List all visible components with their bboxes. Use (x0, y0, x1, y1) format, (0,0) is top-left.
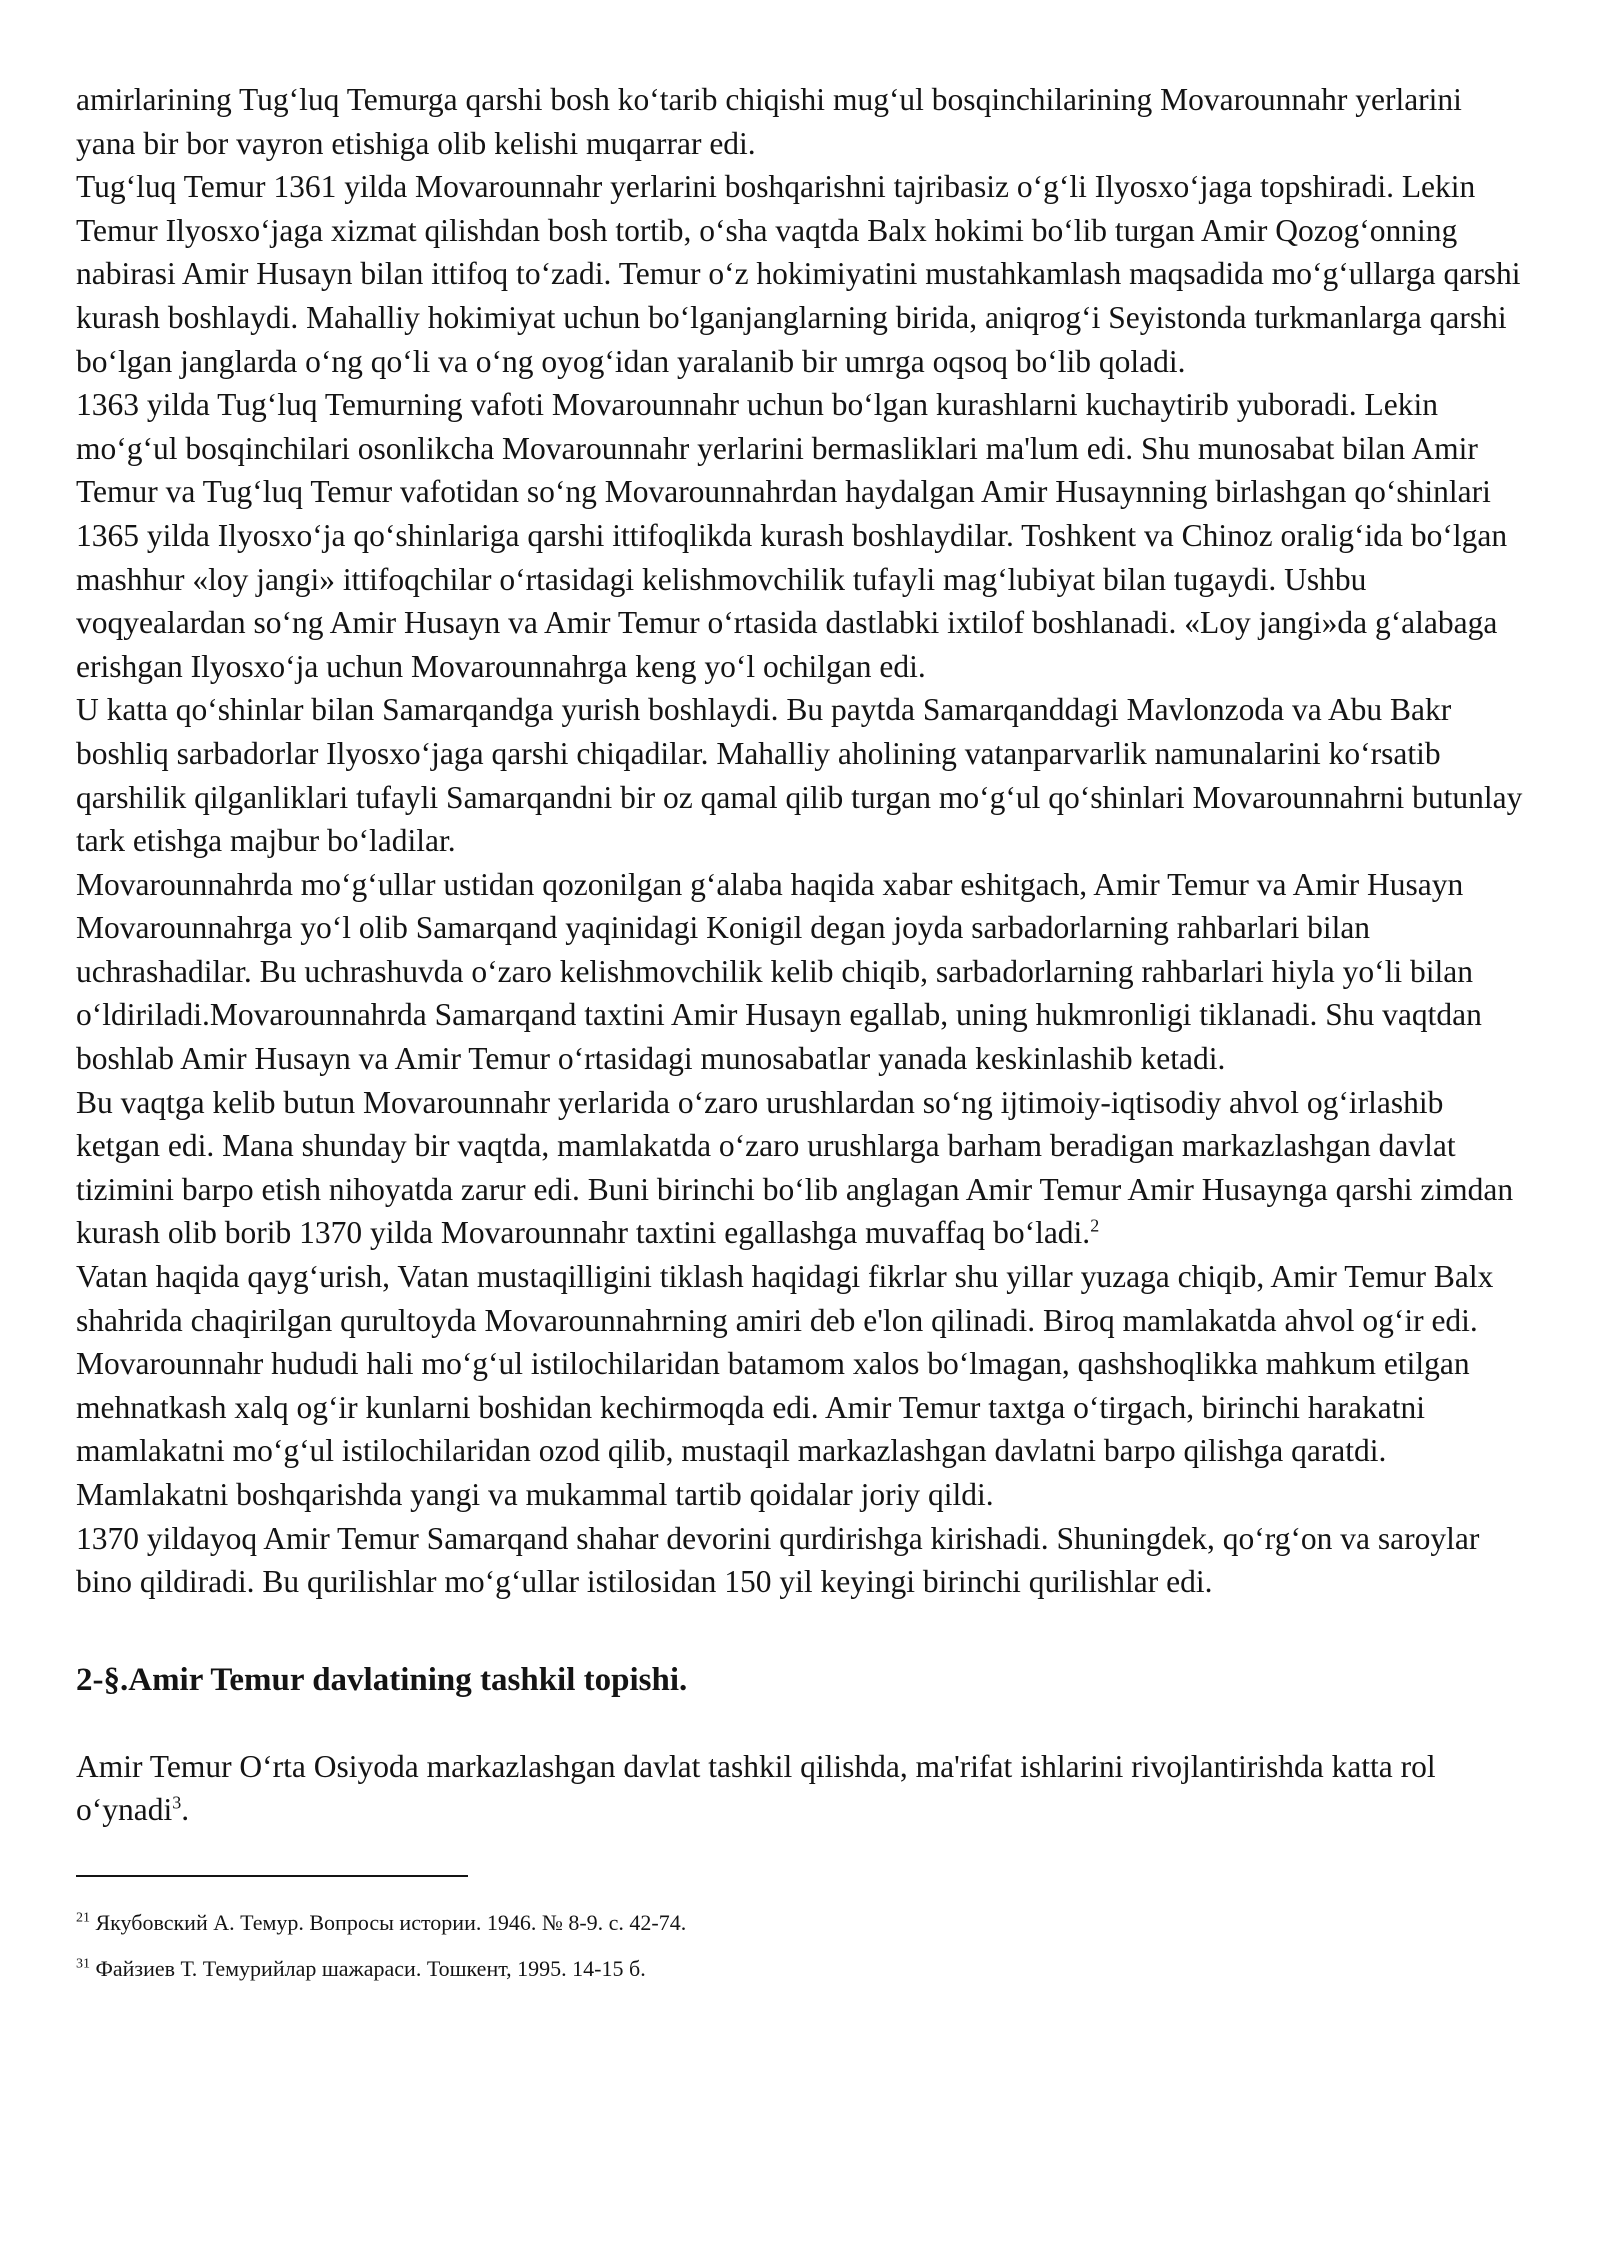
paragraph-5: Movarounnahrda moʻgʻullar ustidan qozonilgan gʻalaba haqida xabar eshitgach, Amir Temur va Amir Husayn Movarounnahrga yoʻl olib Samarqand yaqinidagi Konigil degan joyda sarbadorlarning rahbarlari bilan uchrashadilar. Bu uchrashuvda oʻzaro kelishmovchilik kelib chiqib, sarbadorlarning rahbarlari hiyla yoʻli bilan oʻldiriladi.Movarounnahrda Samarqand taxtini Amir Husayn egallab, uning hukmronligi tiklanadi. Shu vaqtdan boshlab Amir Husayn va Amir Temur oʻrtasidagi munosabatlar yanada keskinlashib ketadi. (76, 866, 1482, 1077)
footnote-number: 2 (76, 1910, 83, 1926)
footnote-text: Файзиев Т. Темурийлар шажараси. Тошкент, 1995. 14-15 б. (90, 1955, 646, 1981)
footnote-ref-3[interactable]: 3 (172, 1792, 182, 1813)
footnote-3 (76, 1946, 1526, 1992)
document-page (76, 78, 1526, 1992)
intro-text: Amir Temur Oʻrta Osiyoda markazlashgan davlat tashkil qilishda, ma'rifat ishlarini rivojlantirishda katta rol oʻynadi (76, 1748, 1436, 1828)
footnotes (76, 1900, 1526, 1992)
footnote-sub-number: 1 (83, 1956, 90, 1972)
paragraph-1: amirlarining Tugʻluq Temurga qarshi bosh koʻtarib chiqishi mugʻul bosqinchilarining Movarounnahr yerlarini yana bir bor vayron etishiga olib kelishi muqarrar edi. (76, 82, 1462, 161)
intro-paragraph (76, 1745, 1526, 1832)
section-heading: 2-§.Amir Temur davlatining tashkil topishi. (76, 1661, 688, 1698)
paragraph-6-text: Bu vaqtga kelib butun Movarounnahr yerlarida oʻzaro urushlardan soʻng ijtimoiy-iqtisodiy ahvol ogʻirlashib ketgan edi. Mana shunday bir vaqtda, mamlakatda oʻzaro urushlarga barham beradigan markazlashgan davlat tizimini barpo etish nihoyatda zarur edi. Buni birinchi boʻlib anglagan Amir Temur Amir Husaynga qarshi zimdan kurash olib borib 1370 yilda Movarounnahr taxtini egallashga muvaffaq boʻladi. (76, 1084, 1514, 1251)
paragraph-2: Tugʻluq Temur 1361 yilda Movarounnahr yerlarini boshqarishni tajribasiz oʻgʻli Ilyosxoʻjaga topshiradi. Lekin Temur Ilyosxoʻjaga xizmat qilishdan bosh tortib, oʻsha vaqtda Balx hokimi boʻlib turgan Amir Qozogʻonning nabirasi Amir Husayn bilan ittifoq toʻzadi. Temur oʻz hokimiyatini mustahkamlash maqsadida moʻgʻullarga qarshi kurash boshlaydi. Mahalliy hokimiyat uchun boʻlganjanglarning birida, aniqrogʻi Seyistonda turkmanlarga qarshi boʻlgan janglarda oʻng qoʻli va oʻng oyogʻidan yaralanib bir umrga oqsoq boʻlib qoladi. (76, 169, 1521, 379)
paragraph-8: 1370 yildayoq Amir Temur Samarqand shahar devorini qurdirishga kirishadi. Shuningdek, qoʻrgʻon va saroylar bino qildiradi. Bu qurilishlar moʻgʻullar istilosidan 150 yil keyingi birinchi qurilishlar edi. (76, 1520, 1480, 1600)
footnote-ref-2[interactable]: 2 (1090, 1215, 1100, 1236)
footnote-2 (76, 1900, 1526, 1946)
intro-end: . (181, 1792, 190, 1828)
footnote-text: Якубовский А. Темур. Вопросы истории. 1946. № 8-9. с. 42-74. (90, 1909, 687, 1935)
paragraph-3: 1363 yilda Tugʻluq Temurning vafoti Movarounnahr uchun boʻlgan kurashlarni kuchaytirib yuboradi. Lekin moʻgʻul bosqinchilari osonlikcha Movarounnahr yerlarini bermasliklari ma'lum edi. Shu munosabat bilan Amir Temur va Tugʻluq Temur vafotidan soʻng Movarounnahrdan haydalgan Amir Husaynning birlashgan qoʻshinlari 1365 yilda Ilyosxoʻja qoʻshinlariga qarshi ittifoqlikda kurash boshlaydilar. Toshkent va Chinoz oraligʻida boʻlgan mashhur «loy jangi» ittifoqchilar oʻrtasidagi kelishmovchilik tufayli magʻlubiyat bilan tugaydi. Ushbu voqyealardan soʻng Amir Husayn va Amir Temur oʻrtasida dastlabki ixtilof boshlanadi. «Loy jangi»da gʻalabaga erishgan Ilyosxoʻja uchun Movarounnahrga keng yoʻl ochilgan edi. (76, 387, 1508, 684)
body-text (76, 78, 1526, 1604)
footnote-sub-number: 1 (83, 1910, 90, 1926)
paragraph-6 (76, 1081, 1526, 1255)
footnote-separator (76, 1875, 468, 1877)
paragraph-4: U katta qoʻshinlar bilan Samarqandga yurish boshlaydi. Bu paytda Samarqanddagi Mavlonzoda va Abu Bakr boshliq sarbadorlar Ilyosxoʻjaga qarshi chiqadilar. Mahalliy aholining vatanparvarlik namunalarini koʻrsatib qarshilik qilganliklari tufayli Samarqandni bir oz qamal qilib turgan moʻgʻul qoʻshinlari Movarounnahrni butunlay tark etishga majbur boʻladilar. (76, 692, 1523, 859)
paragraph-7: Vatan haqida qaygʻurish, Vatan mustaqilligini tiklash haqidagi fikrlar shu yillar yuzaga chiqib, Amir Temur Balx shahrida chaqirilgan qurultoyda Movarounnahrning amiri deb e'lon qilinadi. Biroq mamlakatda ahvol ogʻir edi. Movarounnahr hududi hali moʻgʻul istilochilaridan batamom xalos boʻlmagan, qashshoqlikka mahkum etilgan mehnatkash xalq ogʻir kunlarni boshidan kechirmoqda edi. Amir Temur taxtga oʻtirgach, birinchi harakatni mamlakatni moʻgʻul istilochilaridan ozod qilib, mustaqil markazlashgan davlatni barpo qilishga qaratdi. Mamlakatni boshqarishda yangi va mukammal tartib qoidalar joriy qildi. (76, 1259, 1494, 1512)
footnote-number: 3 (76, 1956, 83, 1972)
